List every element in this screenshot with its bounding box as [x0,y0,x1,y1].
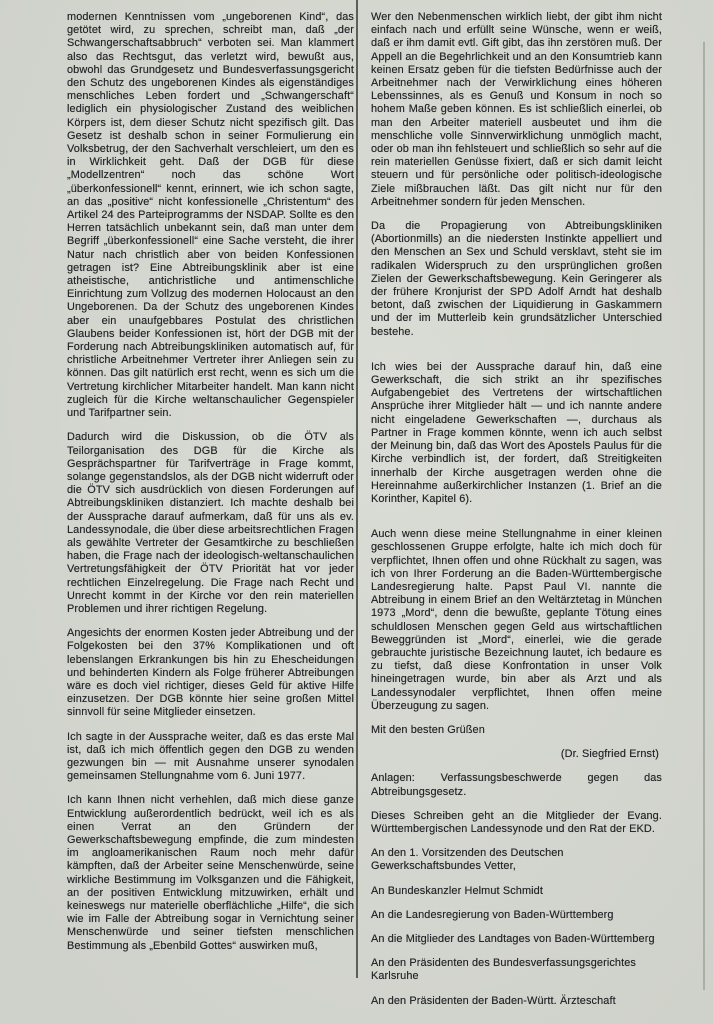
page-edge-line [703,42,705,990]
attachment-note: Anlagen: Verfassungsbeschwerde gegen das Abtreibungsgesetz. [371,772,662,798]
body-paragraph: Da die Propagierung von Abtreibungskliniken (Abortionmills) an die niedersten Instinkte appelliert und den Menschen an Sex und Schuld versklavt, steht sie im radikalen Widerspruch zu den ursprünglichen großen Zielen der Gewerkschaftsbewegung. Kein Geringerer als der frühere Kronjurist der SPD Adolf Arndt hat deshalb betont, daß zwischen der Liquidierung in Gaskammern und der im Mutterleib kein grundsätzlicher Unterschied bestehe. [371,220,662,338]
recipient-line: An die Mitglieder des Landtages von Baden-Württemberg [371,932,655,945]
body-paragraph: Auch wenn diese meine Stellungnahme in einer kleinen geschlossenen Gruppe erfolgte, halte ich mich doch für verpflichtet, Ihnen offen und ohne Rückhalt zu sagen, was ich von Ihrer Forderung an die Baden-Württembergische Landesregierung halte. Papst Paul VI. nannte die Abtreibung in einem Brief an den Weltärztetag in München 1973 „Mord“, denn die bewußte, geplante Tötung eines schuldlosen Menschen gegen Geld aus wirtschaftlichen Beweggründen ist „Mord“, einerlei, wie die gerade gebrauchte juristische Bezeichnung lautet, ich bedaure es zu tiefst, daß diese Konfrontation in unser Volk hineingetragen wurde, bin aber als Arzt und als Landessynodaler verpflichtet, Ihnen offen meine Überzeugung zu sagen. [371,528,662,712]
recipient-line: An Bundeskanzler Helmut Schmidt [371,884,543,897]
body-paragraph: Dadurch wird die Diskussion, ob die ÖTV als Teilorganisation des DGB für die Kirche als Gesprächspartner für Tarifverträge in Frage kommt, solange gegenstandslos, als der DGB nicht widerruft oder die ÖTV sich ausdrücklich von diesen Forderungen auf Abtreibungskliniken distanziert. Ich machte deshalb bei der Aussprache darauf aufmerkam, daß für uns als ev. Landessynodale, die über diese arbeitsrechtlichen Fragen als gewählte Vertreter der Gesamtkirche zu beschließen haben, die Frage nach der ideologisch-weltanschaulichen Vertretungsfähigkeit der ÖTV Priorität hat vor jeder rechtlichen Einzelregelung. Die Frage nach Recht und Unrecht kommt in der Kirche vor den rein materiellen Problemen und ihrer richtigen Regelung. [67,431,354,615]
closing-line: Mit den besten Grüßen [371,723,485,736]
recipient-line: An den Präsidenten des Bundesverfassungsgerichtes Karlsruhe [371,957,637,983]
body-paragraph: Wer den Nebenmenschen wirklich liebt, der gibt ihm nicht einfach nach und erfüllt seine Wünsche, wenn er weiß, daß er ihm damit evtl. Gift gibt, das ihn zerstören muß. Der Appell an die Begehrlichkeit und an den Konsumtrieb kann keinen Ersatz geben für die tiefsten Bedürfnisse auch der Arbeitnehmer nach der Verwirklichung eines höheren Lebenssinnes, als es Genuß und Konsum in noch so hohem Maße geben können. Es ist schließlich einerlei, ob man den Arbeiter materiell ausbeutet und ihm die menschliche volle Sinnverwirklichung unmöglich macht, oder ob man ihn fehlsteuert und schließlich so sehr auf die rein materiellen Genüsse fixiert, daß er sich damit leicht steuern und für persönliche oder politisch-ideologische Ziele mißbrauchen läßt. Das gilt nicht nur für den Arbeitnehmer sondern für jeden Menschen. [371,11,662,208]
recipient-line: An den 1. Vorsitzenden des Deutschen Gewerkschaftsbundes Vetter, [371,847,564,873]
distribution-note: Dieses Schreiben geht an die Mitglieder der Evang. Württembergischen Landessynode und den Rat der EKD. [371,809,662,835]
signature: (Dr. Siegfried Ernst) [560,748,659,761]
body-paragraph: Ich wies bei der Aussprache darauf hin, daß eine Gewerkschaft, die sich strikt an ihr spezifisches Aufgabengebiet des Vertretens der wirtschaftlichen Ansprüche ihrer Mitglieder hält — und ich nannte andere nicht eingeladene Gewerkschaften —, durchaus als Partner in Frage kommen könnte, wenn ich auch selbst der Meinung bin, daß das Wort des Apostels Paulus für die Kirche verbindlich ist, der fordert, daß Streitigkeiten innerhalb der Kirche ausgetragen werden ohne die Hereinnahme außerkirchlicher Instanzen (1. Brief an die Korinther, Kapitel 6). [371,360,662,505]
recipient-line: An den Präsidenten der Baden-Württ. Ärzteschaft [371,994,616,1007]
column-divider [356,0,358,978]
body-paragraph: Angesichts der enormen Kosten jeder Abtreibung und der Folgekosten bei den 37% Komplikationen und oft lebenslangen Erkrankungen bis hin zu Ehescheidungen und behinderten Kindern als Folge früherer Abtreibungen wäre es doch viel richtiger, dieses Geld für aktive Hilfe einzusetzen. Der DGB könnte hier seine großen Mittel sinnvoll für seine Mitglieder einsetzen. [67,627,354,719]
body-paragraph: modernen Kenntnissen vom „ungeborenen Kind“, das getötet wird, zu sprechen, schreibt man, daß „der Schwangerschaftsabbruch“ verboten sei. Man klammert also das Rechtsgut, das verletzt wird, bewußt aus, obwohl das Grundgesetz und Bundesverfassungsgericht den Schutz des ungeborenen Kindes als eigenständiges menschliches Leben fordert und „Schwangerschaft“ lediglich ein physiologischer Zustand des weiblichen Körpers ist, dem dieser Schutz nicht spezifisch gilt. Das Gesetz ist deshalb schon in seiner Formulierung ein Volksbetrug, der den Sachverhalt verschleiert, um den es in Wirklichkeit geht. Daß der DGB für diese „Modellzentren“ noch das schöne Wort „überkonfessionell“ kennt, erinnert, wie ich schon sagte, an das „positive“ nicht konfessionelle „Christentum“ des Artikel 24 des Parteiprogramms der NSDAP. Sollte es den Herren tatsächlich unbekannt sein, daß man unter dem Begriff „überkonfessionell“ eine Sache versteht, die ihrer Natur nach christlich aber von beiden Konfessionen getragen ist? Eine Abtreibungsklinik aber ist eine atheistische, antichristliche und antimenschliche Einrichtung zum Vollzug des modernen Holocaust an den Ungeborenen. Da der Schutz des ungeborenen Kindes aber ein unaufgebbares Postulat des christlichen Glaubens beider Konfessionen ist, hört der DGB mit der Forderung nach Abtreibungskliniken automatisch auf, für christliche Arbeitnehmer Vertreter ihrer Anliegen sein zu können. Das gilt natürlich erst recht, wenn es sich um die Vertretung kirchlicher Mitarbeiter handelt. Man kann nicht zugleich für die Kirche weltanschaulicher Gegenspieler und Tarifpartner sein. [67,11,354,420]
body-paragraph: Ich kann Ihnen nicht verhehlen, daß mich diese ganze Entwicklung außerordentlich bedrückt, weil ich es als einen Verrat an den Gründern der Gewerkschaftsbewegung empfinde, die zum mindesten im angloamerikanischen Raum noch mehr dafür kämpften, daß der Arbeiter seine Menschenwürde, seine wirkliche Bestimmung im Volksganzen und die Fähigkeit, an der positiven Entwicklung mitzuwirken, erhält und keineswegs nur materielle oberflächliche „Hilfe“, die sich wie im Falle der Abtreibung sogar in Vernichtung seiner Menschenwürde und seiner tiefsten menschlichen Bestimmung als „Ebenbild Gottes“ auswirken muß, [67,794,354,952]
right-column [371,11,662,1008]
left-column [67,11,354,953]
body-paragraph: Ich sagte in der Aussprache weiter, daß es das erste Mal ist, daß ich mich öffentlich gegen den DGB zu wenden gezwungen bin — mit Ausnahme unserer synodalen gemeinsamen Stellungnahme vom 6. Juni 1977. [67,730,354,783]
recipient-line: An die Landesregierung von Baden-Württemberg [371,908,614,921]
